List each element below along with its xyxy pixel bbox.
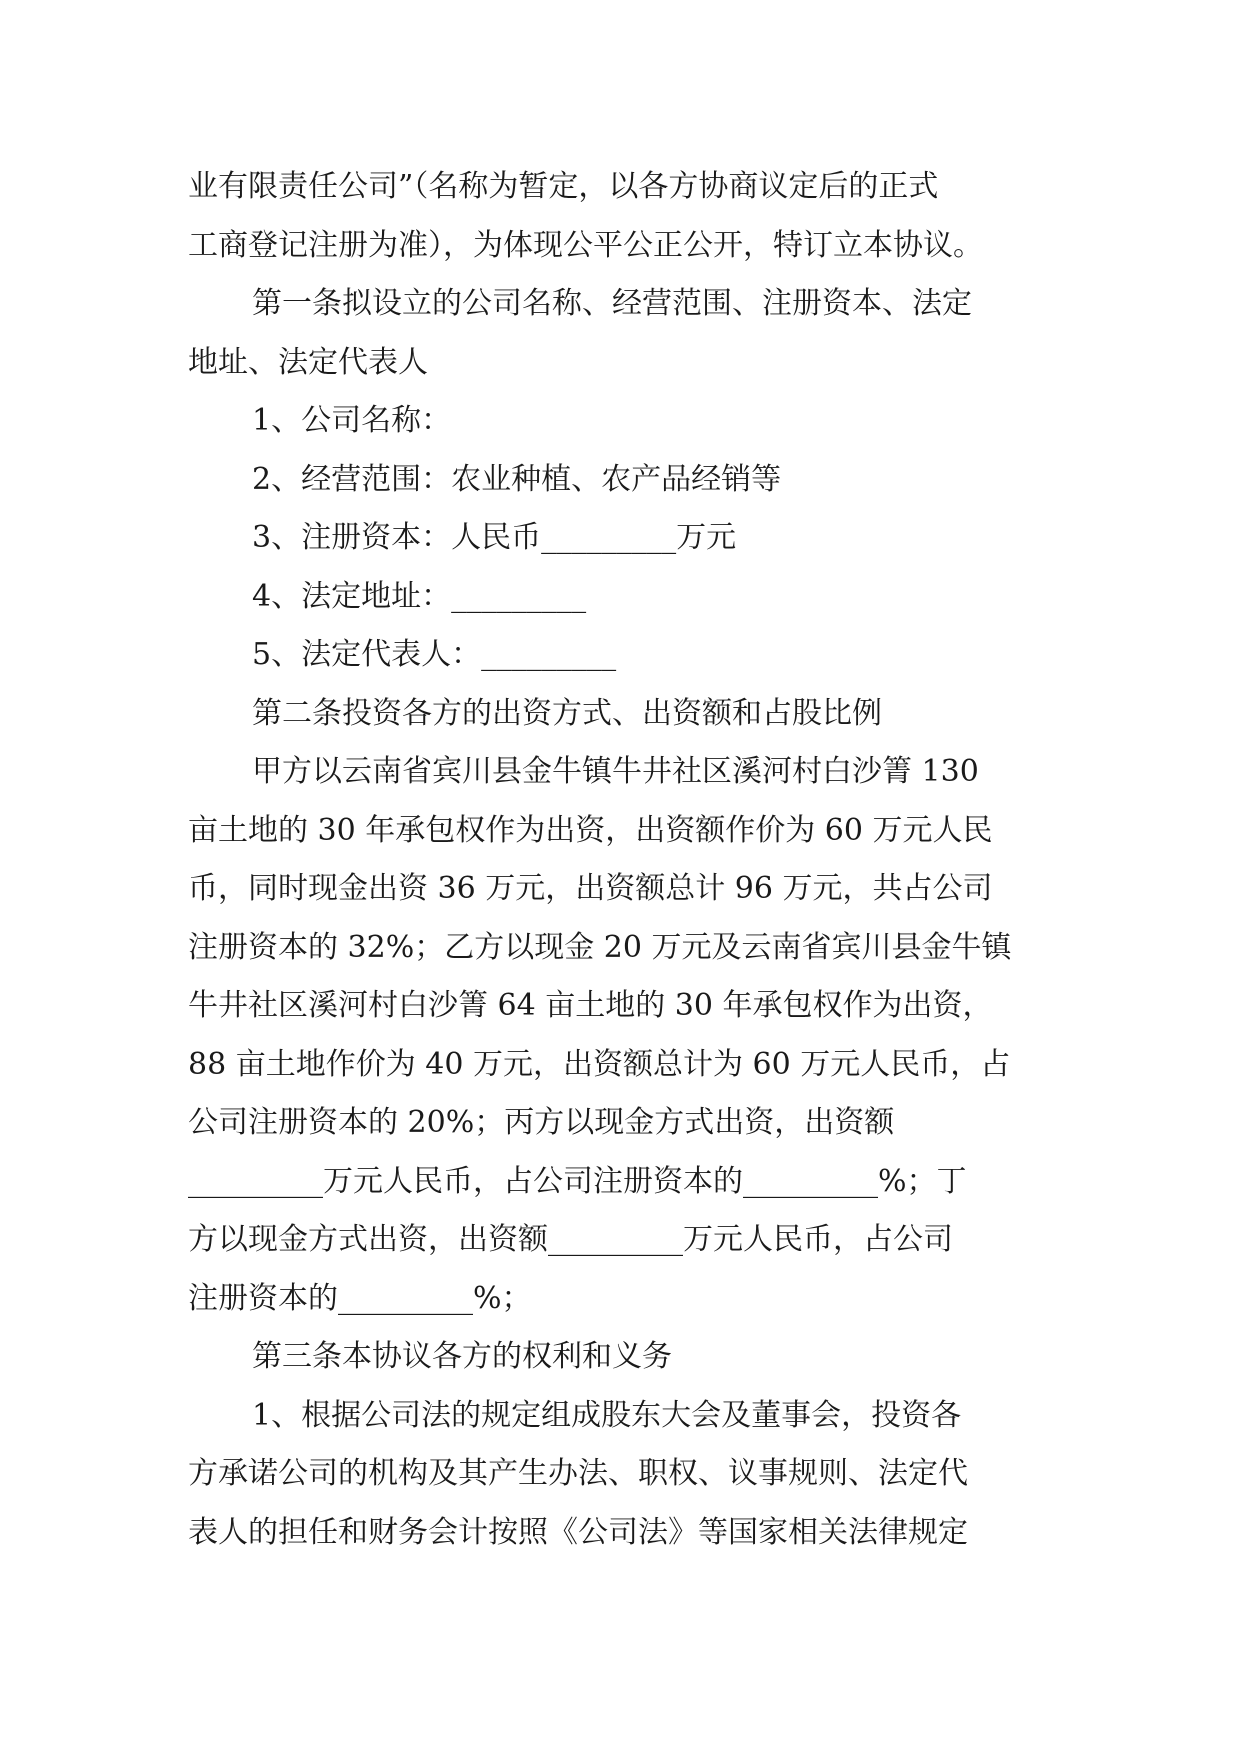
list-item: 1、根据公司法的规定组成股东大会及董事会，投资各 bbox=[252, 1397, 962, 1433]
list-item: 5、法定代表人：_________ bbox=[252, 637, 617, 672]
text-line: 业有限责任公司”（名称为暂定，以各方协商议定后的正式 bbox=[188, 169, 939, 204]
text-line: 方承诺公司的机构及其产生办法、职权、议事规则、法定代 bbox=[188, 1456, 968, 1491]
text-line: 88 亩土地作价为 40 万元，出资额总计为 60 万元人民币，占 bbox=[188, 1046, 1011, 1082]
text-line: 工商登记注册为准），为体现公平公正公开，特订立本协议。 bbox=[188, 227, 983, 263]
text-line: 甲方以云南省宾川县金牛镇牛井社区溪河村白沙箐 130 bbox=[252, 754, 979, 789]
article-heading: 第三条本协议各方的权利和义务 bbox=[252, 1339, 672, 1374]
text-line: 表人的担任和财务会计按照《公司法》等国家相关法律规定 bbox=[188, 1514, 968, 1550]
article-heading: 第二条投资各方的出资方式、出资额和占股比例 bbox=[252, 695, 882, 731]
text-line: 公司注册资本的 20%；丙方以现金方式出资，出资额 bbox=[188, 1105, 895, 1140]
document-page bbox=[188, 158, 1052, 1562]
text-line: 方以现金方式出资，出资额_________万元人民币，占公司 bbox=[188, 1222, 953, 1257]
text-line: 注册资本的_________%； bbox=[188, 1280, 532, 1316]
text-line: 币，同时现金出资 36 万元，出资额总计 96 万元，共占公司 bbox=[188, 871, 993, 906]
article-heading: 第一条拟设立的公司名称、经营范围、注册资本、法定 bbox=[252, 286, 972, 321]
list-item: 2、经营范围：农业种植、农产品经销等 bbox=[252, 461, 782, 497]
text-line: 牛井社区溪河村白沙箐 64 亩土地的 30 年承包权作为出资， bbox=[188, 988, 993, 1023]
text-line: 地址、法定代表人 bbox=[188, 344, 428, 380]
text-line: _________万元人民币，占公司注册资本的_________%；丁 bbox=[188, 1163, 967, 1199]
text-line: 注册资本的 32%；乙方以现金 20 万元及云南省宾川县金牛镇 bbox=[188, 929, 1012, 965]
list-item: 4、法定地址：_________ bbox=[252, 578, 587, 614]
list-item: 3、注册资本：人民币_________万元 bbox=[252, 520, 737, 555]
list-item: 1、公司名称： bbox=[252, 403, 452, 438]
text-line: 亩土地的 30 年承包权作为出资，出资额作价为 60 万元人民 bbox=[188, 812, 993, 848]
